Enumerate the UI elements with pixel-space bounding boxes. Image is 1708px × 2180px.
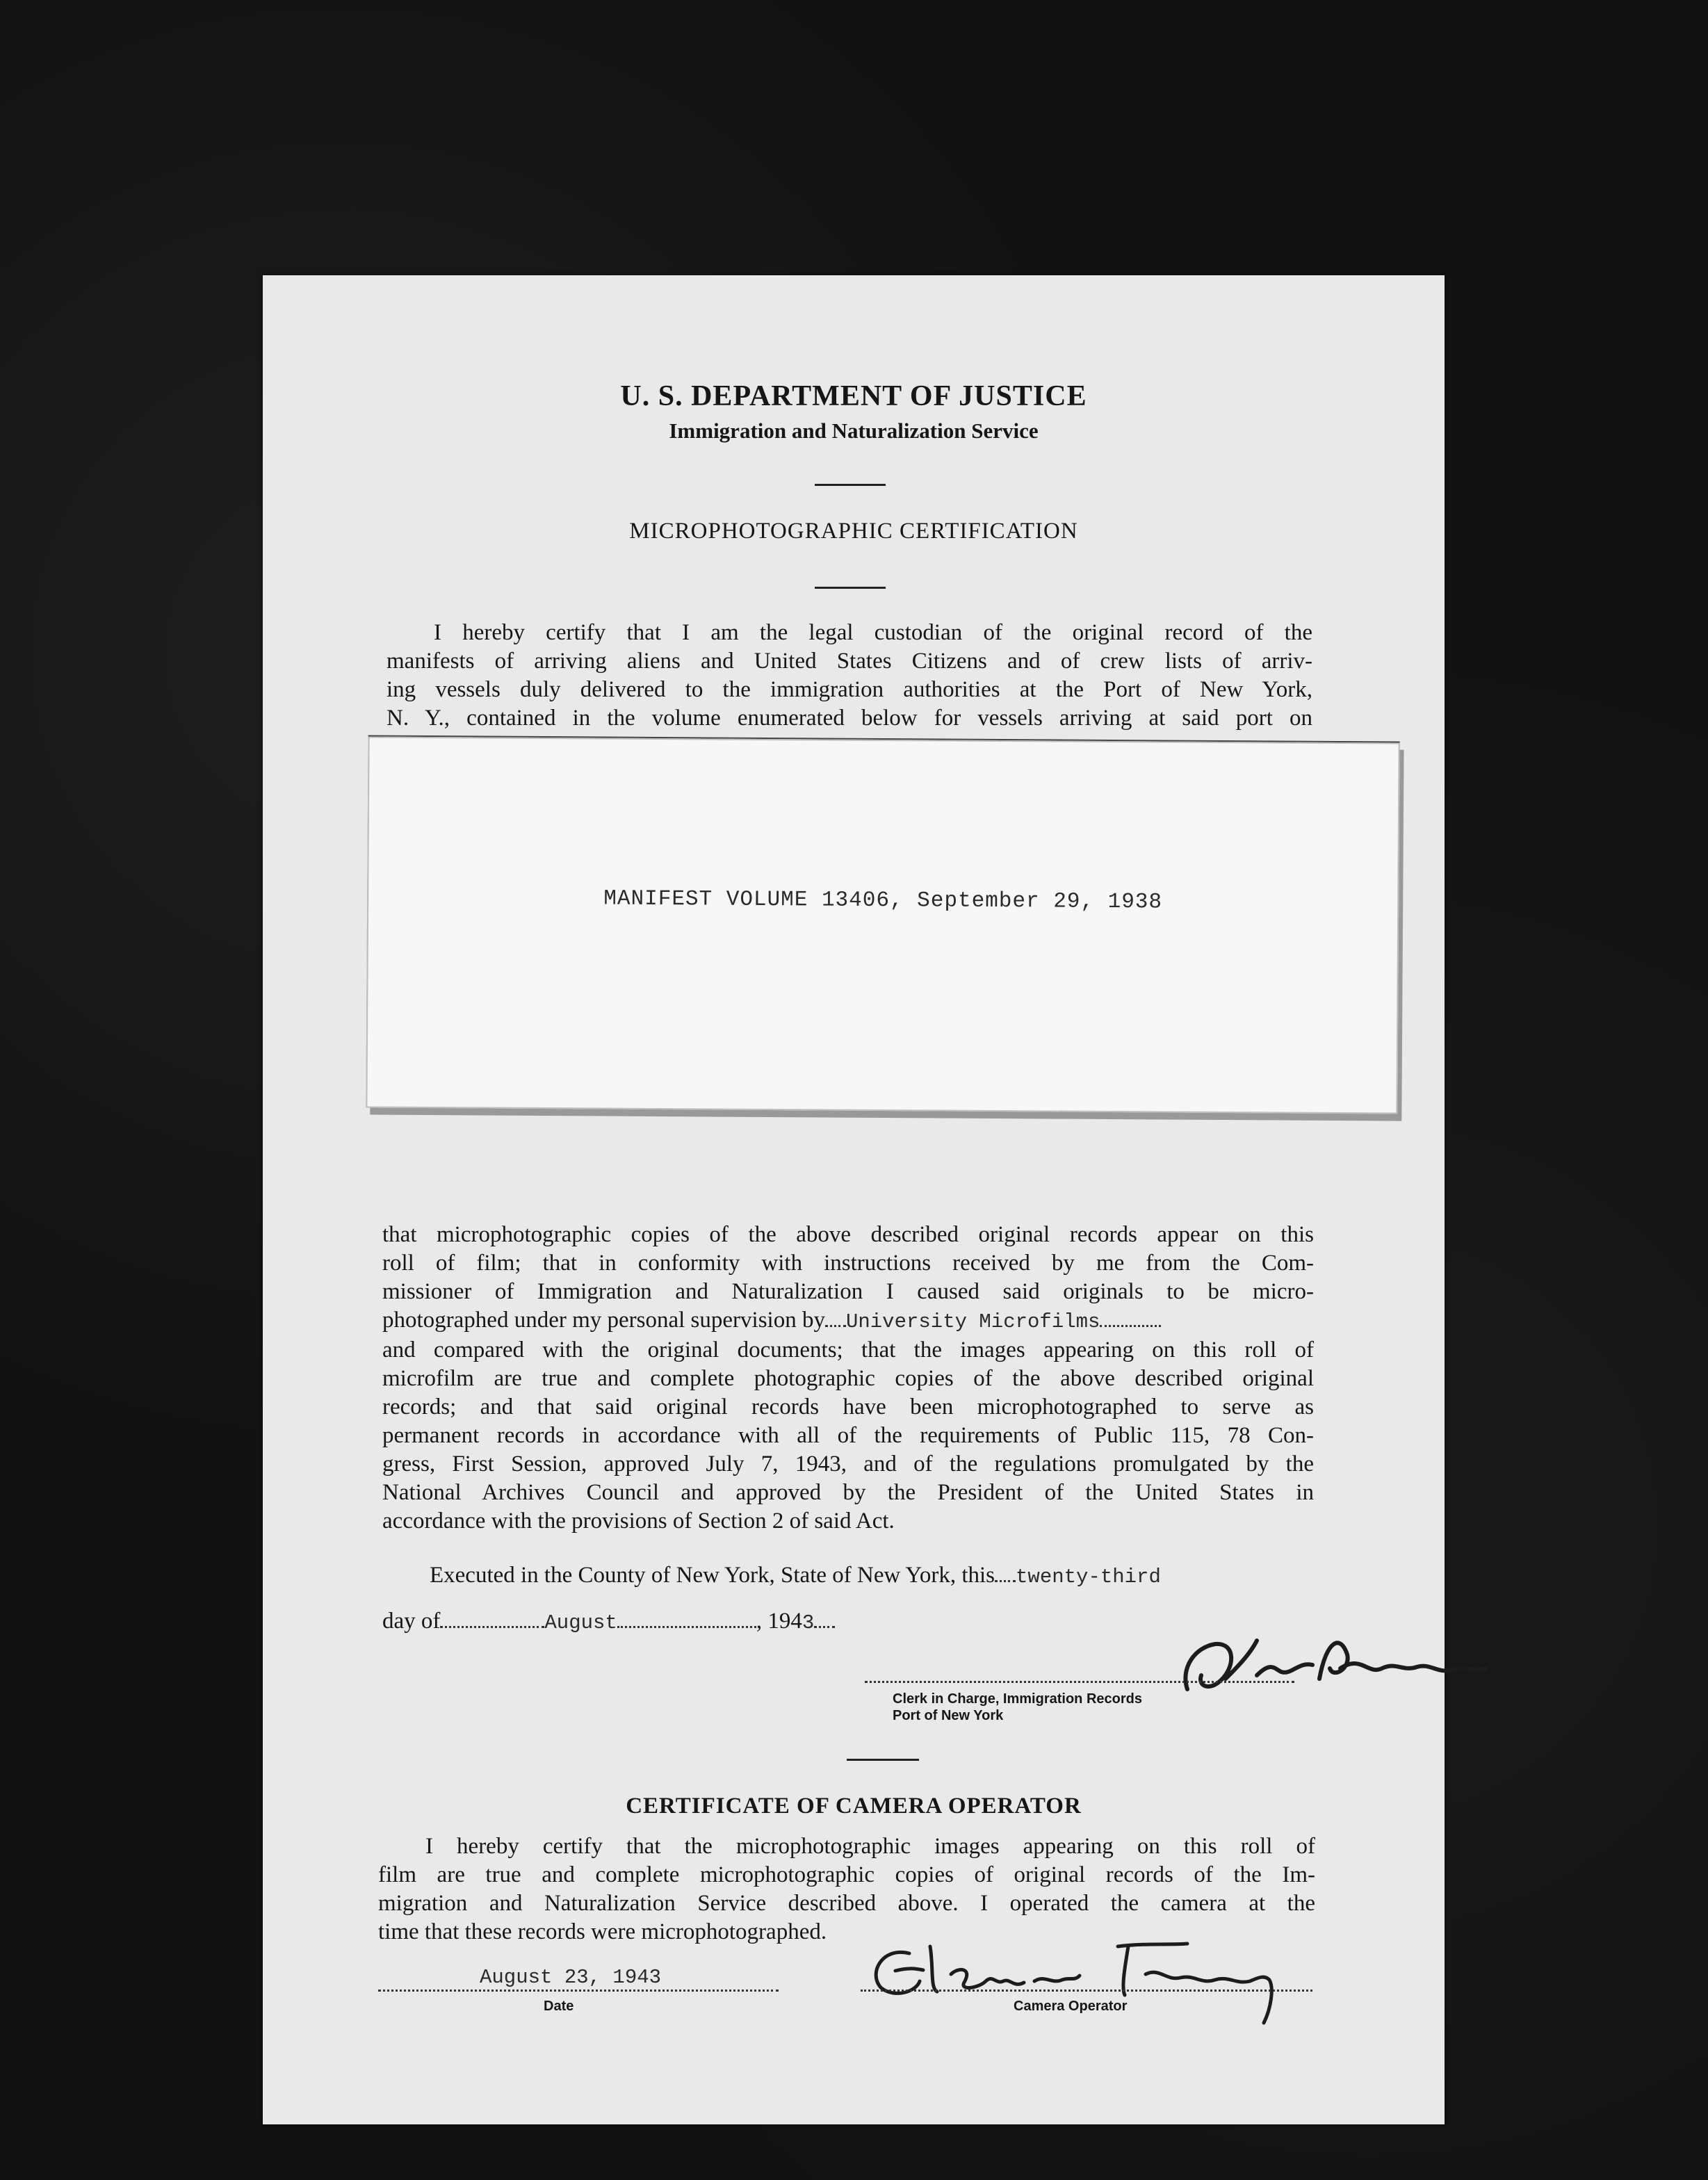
camera-line: time that these records were microphotographed. — [378, 1919, 827, 1944]
body-line: and compared with the original documents; that the images appearing on this roll of — [382, 1337, 1314, 1362]
day-of-label: day of — [382, 1609, 441, 1634]
service-subtitle: Immigration and Naturalization Service — [669, 418, 1039, 443]
clerk-signature-line — [865, 1681, 1294, 1683]
body-line: gress, First Session, approved July 7, 1943, and of the regulations promulgated by the — [382, 1451, 1314, 1477]
date-line-rule — [378, 1990, 779, 1992]
manifest-slip — [366, 736, 1399, 1114]
department-title: U. S. DEPARTMENT OF JUSTICE — [620, 380, 1087, 412]
body-paragraph — [382, 1221, 1314, 1536]
dotted-fill — [825, 1325, 846, 1327]
executed-line — [382, 1561, 1314, 1591]
certification-heading: MICROPHOTOGRAPHIC CERTIFICATION — [629, 519, 1078, 544]
intro-line: N. Y., contained in the volume enumerated below for vessels arriving at said port on — [387, 706, 1312, 731]
body-line: accordance with the provisions of Section 2 of said Act. — [382, 1508, 895, 1534]
intro-line: manifests of arriving aliens and United States Citizens and of crew lists of arriv- — [387, 649, 1312, 674]
clerk-title — [893, 1691, 1142, 1724]
clerk-signature — [1160, 1613, 1549, 1710]
manifest-volume-text: MANIFEST VOLUME 13406, September 29, 1938 — [603, 886, 1163, 915]
body-line: that microphotographic copies of the above described original records appear on this — [382, 1222, 1314, 1247]
clerk-title-text: Clerk in Charge, Immigration Records — [893, 1691, 1142, 1707]
body-line: records; and that said original records have been microphotographed to serve as — [382, 1394, 1314, 1420]
intro-line: I hereby certify that I am the legal custodian of the original record of the — [434, 620, 1312, 645]
divider-rule — [847, 1759, 919, 1761]
executed-day: twenty-third — [1016, 1565, 1161, 1588]
body-line: permanent records in accordance with all of the requirements of Public 115, 78 Con- — [382, 1423, 1314, 1448]
body-line: roll of film; that in conformity with instructions received by me from the Com- — [382, 1251, 1314, 1276]
dotted-fill — [617, 1626, 756, 1628]
camera-line: migration and Naturalization Service described above. I operated the camera at the — [378, 1891, 1315, 1916]
clerk-office-text: Port of New York — [893, 1708, 1004, 1723]
operator-label: Camera Operator — [1014, 1999, 1128, 2014]
body-line: National Archives Council and approved by the President of the United States in — [382, 1480, 1314, 1505]
dotted-fill — [995, 1580, 1016, 1582]
camera-line: film are true and complete microphotographic copies of original records of the Im- — [378, 1862, 1315, 1887]
operator-signature-line — [861, 1990, 1312, 1992]
year-digit: 3 — [802, 1611, 815, 1634]
body-line: microfilm are true and complete photographic copies of the above described original — [382, 1366, 1314, 1391]
supervision-line — [382, 1306, 1314, 1336]
microfilm-company: University Microfilms — [845, 1310, 1100, 1333]
executed-prefix: Executed in the County of New York, State of New York, this — [430, 1563, 995, 1588]
divider-rule — [815, 587, 886, 589]
dotted-fill — [814, 1626, 835, 1628]
body-line: missioner of Immigration and Naturalization I caused said originals to be micro- — [382, 1279, 1314, 1304]
camera-heading: CERTIFICATE OF CAMERA OPERATOR — [626, 1793, 1082, 1819]
intro-paragraph — [387, 619, 1312, 733]
date-label: Date — [544, 1999, 574, 2014]
executed-paragraph — [382, 1561, 1314, 1591]
divider-rule — [815, 484, 886, 486]
dotted-fill — [1100, 1325, 1161, 1327]
certificate-sheet — [263, 275, 1445, 2124]
camera-date: August 23, 1943 — [480, 1966, 662, 1989]
executed-month: August — [544, 1611, 617, 1634]
supervision-prefix: photographed under my personal supervision by — [382, 1308, 825, 1333]
camera-line: I hereby certify that the microphotographic images appearing on this roll of — [425, 1834, 1315, 1859]
intro-line: ing vessels duly delivered to the immigration authorities at the Port of New York, — [387, 677, 1312, 702]
year-prefix: , 194 — [756, 1609, 802, 1634]
dotted-fill — [440, 1626, 544, 1628]
